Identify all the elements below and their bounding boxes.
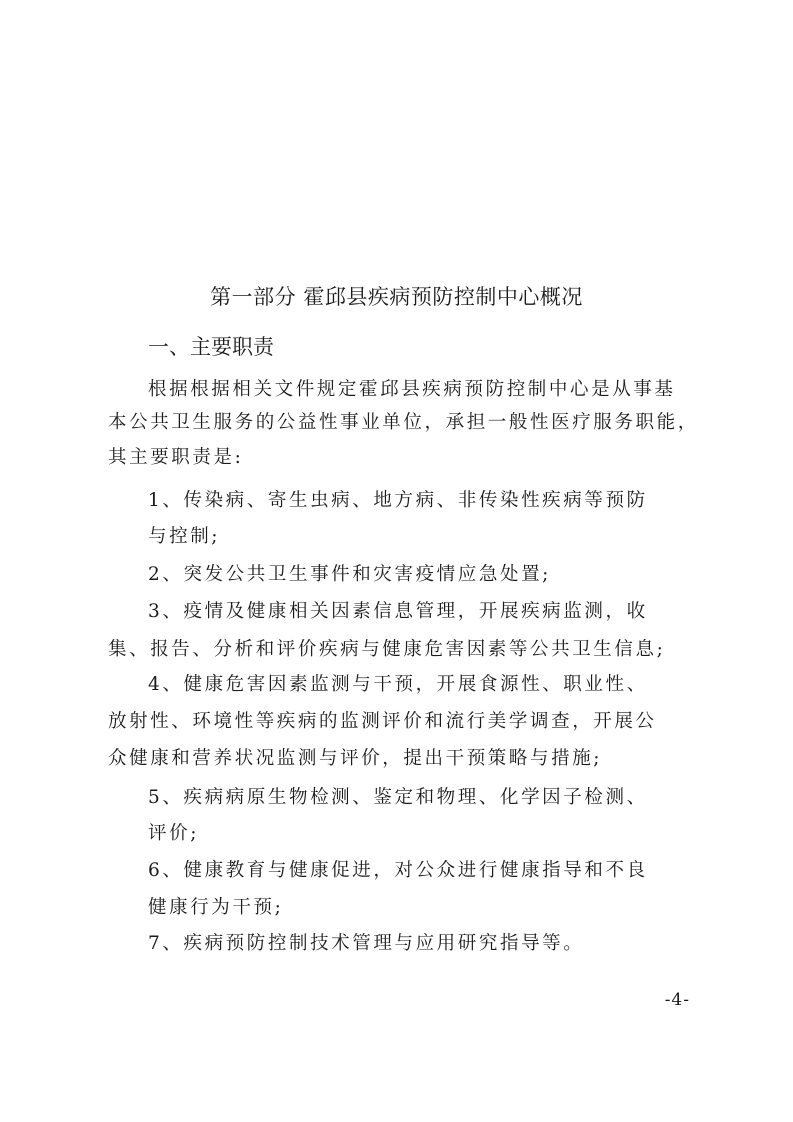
duty-line: 与控制; — [148, 526, 221, 547]
intro-line: 其主要职责是: — [108, 447, 244, 468]
section-heading: 一、主要职责 — [148, 335, 274, 359]
chapter-title: 第一部分 霍邱县疾病预防控制中心概况 — [210, 285, 583, 309]
duty-line: 3、疫情及健康相关因素信息管理，开展疾病监测，收 — [148, 601, 648, 622]
duty-line: 1、传染病、寄生虫病、地方病、非传染性疾病等预防 — [148, 490, 648, 511]
page-number: -4- — [664, 990, 690, 1010]
intro-line: 根据根据相关文件规定霍邱县疾病预防控制中心是从事基 — [148, 379, 676, 400]
duty-line: 集、报告、分析和评价疾病与健康危害因素等公共卫生信息; — [108, 639, 666, 660]
duty-line: 2、突发公共卫生事件和灾害疫情应急处置; — [148, 564, 552, 585]
duty-line: 7、疾病预防控制技术管理与应用研究指导等。 — [148, 933, 585, 954]
duty-line: 健康行为干预; — [148, 897, 284, 918]
duty-line: 5、疾病病原生物检测、鉴定和物理、化学因子检测、 — [148, 787, 648, 808]
duty-line: 6、健康教育与健康促进，对公众进行健康指导和不良 — [148, 860, 648, 881]
intro-line: 本公共卫生服务的公益性事业单位，承担一般性医疗服务职能， — [108, 412, 699, 433]
duty-line: 众健康和营养状况监测与评价，提出干预策略与措施; — [108, 748, 603, 769]
duty-line: 评价; — [148, 823, 200, 844]
duty-line: 放射性、环境性等疾病的监测评价和流行美学调查，开展公 — [108, 711, 657, 732]
duty-line: 4、健康危害因素监测与干预，开展食源性、职业性、 — [148, 674, 648, 695]
